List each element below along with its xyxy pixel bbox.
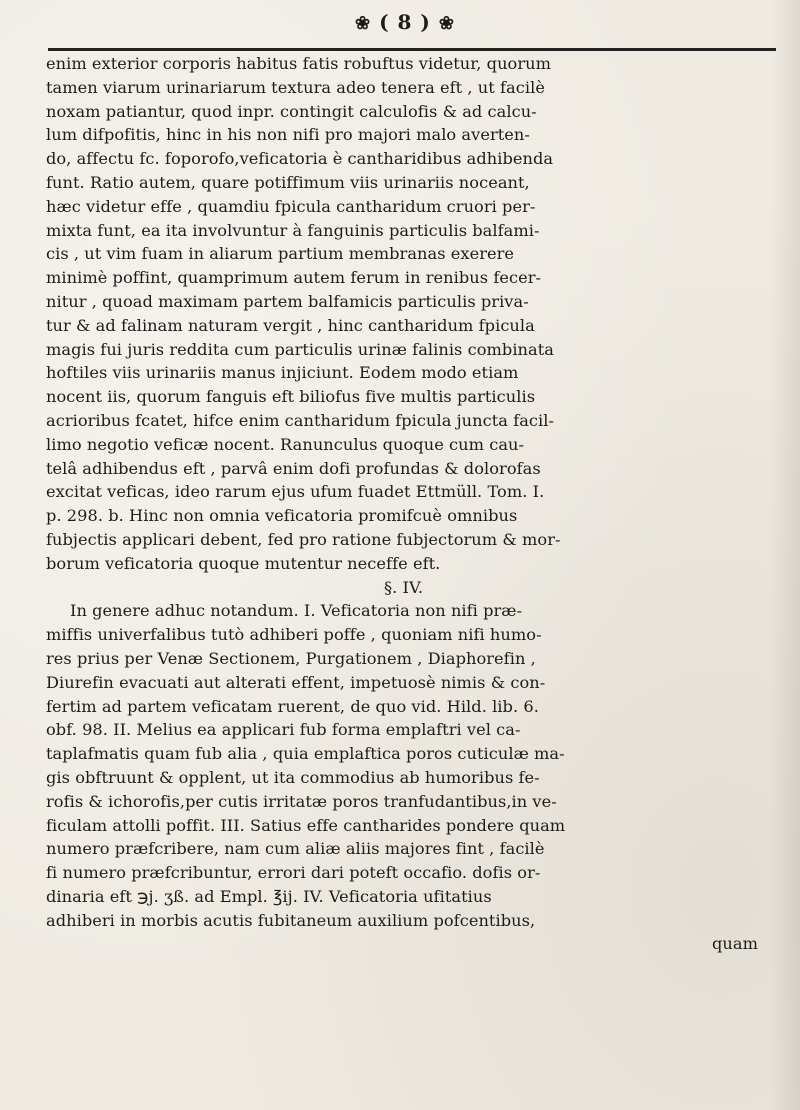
text-line: fertim ad partem veficatam ruerent, de quo vid. Hild. lib. 6. [46,696,539,716]
text-line: p. 298. b. Hinc non omnia veficatoria promifcuè omnibus [46,506,518,526]
text-line: do, affectu fc. foporofo,veficatoria è cantharidibus adhibenda [46,149,554,169]
text-line: excitat veficas, ideo rarum ejus ufum fuadet Ettmüll. Tom. I. [46,482,545,502]
page-number-block [330,10,480,34]
section-heading: §. IV. [384,577,424,597]
text-line: obf. 98. II. Melius ea applicari fub forma emplaftri vel ca- [46,720,521,740]
text-line: enim exterior corporis habitus fatis robuftus videtur, quorum [46,54,552,73]
text-line: borum veficatoria quoque mutentur neceffe eft. [46,553,441,573]
text-line: acrioribus fcatet, hifce enim cantharidum fpicula juncta facil- [46,410,555,430]
text-line: tur & ad falinam naturam vergit , hinc cantharidum fpicula [46,315,535,335]
page-edge-shadow [770,0,800,1110]
text-line: tamen viarum urinariarum textura adeo tenera eft , ut facilè [46,77,545,97]
page-header [0,8,800,48]
text-line: adhiberi in morbis acutis fubitaneum auxilium pofcentibus, [46,910,536,930]
text-line: hæc videtur effe , quamdiu fpicula cantharidum cruori per- [46,196,536,216]
text-line: In genere adhuc notandum. I. Veficatoria non nifi præ- [70,601,523,621]
text-line: fi numero præfcribuntur, errori dari poteft occafio. dofis or- [46,863,541,883]
text-line: cis , ut vim fuam in aliarum partium membranas exerere [46,244,515,264]
text-line: hoftiles viis urinariis manus injiciunt. Eodem modo etiam [46,363,519,383]
text-line: taplafmatis quam fub alia , quia emplaftica poros cuticulæ ma- [46,744,565,764]
text-line: minimè poffint, quamprimum autem ferum in renibus fecer- [46,268,542,288]
text-line: dinaria eft ℈j. ʒß. ad Empl. ℥ij. IV. Veficatoria ufitatius [46,886,492,906]
text-line: numero præfcribere, nam cum aliæ aliis majores fint , facilè [46,839,545,859]
text-line: nocent iis, quorum fanguis eft biliofus five multis particulis [46,387,536,407]
text-line: miffis univerfalibus tutò adhiberi poffe , quoniam nifi humo- [46,625,542,645]
text-line: mixta funt, ea ita involvuntur à fanguinis particulis balfami- [46,220,540,240]
fleuron-left-icon: ❀ [355,13,372,34]
text-line: gis obftruunt & opplent, ut ita commodius ab humoribus fe- [46,767,540,787]
text-line: rofis & ichorofis,per cutis irritatæ poros tranfudantibus,in ve- [46,791,557,811]
text-body [46,52,786,956]
text-line: Diurefin evacuati aut alterati effent, impetuosè nimis & con- [46,672,546,692]
text-line: nitur , quoad maximam partem balfamicis particulis priva- [46,291,529,311]
header-rule [48,48,776,51]
text-line: limo negotio veficæ nocent. Ranunculus quoque cum cau- [46,434,525,454]
page-number: ( 8 ) [379,10,431,34]
text-line: noxam patiantur, quod inpr. contingit calculofis & ad calcu- [46,101,537,121]
fleuron-right-icon: ❀ [438,13,455,34]
text-line: ficulam attolli poffit. III. Satius effe cantharides pondere quam [46,815,566,835]
text-line: funt. Ratio autem, quare potiffimum viis urinariis noceant, [46,172,530,192]
catchword: quam [712,934,758,954]
text-line: magis fui juris reddita cum particulis urinæ falinis combinata [46,339,554,359]
text-line: fubjectis applicari debent, fed pro ratione fubjectorum & mor- [46,529,561,549]
text-line: res prius per Venæ Sectionem, Purgationem , Diaphorefin , [46,648,536,668]
text-line: telâ adhibendus eft , parvâ enim dofi profundas & dolorofas [46,458,541,478]
text-line: lum difpofitis, hinc in his non nifi pro majori malo averten- [46,125,530,145]
